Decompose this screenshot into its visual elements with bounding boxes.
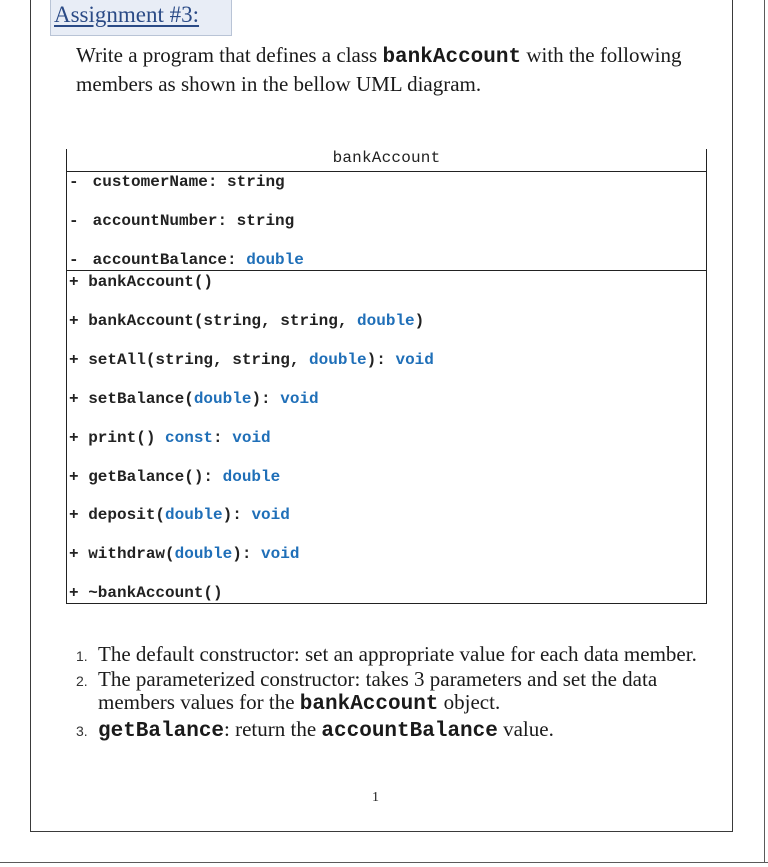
list-number: 3. bbox=[76, 723, 88, 739]
uml-attribute: - accountBalance: double bbox=[69, 251, 304, 269]
list-item: 2. The parameterized constructor: takes 3 parameters and set the data members values for the bankAccount object. bbox=[76, 667, 658, 716]
uml-method: + ~bankAccount() bbox=[69, 584, 223, 603]
uml-method: + withdraw(double): void bbox=[69, 545, 300, 564]
uml-attribute: - customerName: string bbox=[69, 173, 285, 191]
list-item: 1. The default constructor: set an appropriate value for each data member. bbox=[76, 642, 697, 666]
page-bottom-edge bbox=[0, 862, 768, 863]
uml-method: + setBalance(double): void bbox=[69, 389, 319, 408]
intro-text-2: with the following members as shown in the bellow UML diagram. bbox=[76, 43, 682, 96]
uml-method: + getBalance(): double bbox=[69, 467, 281, 486]
uml-method: + print() const: void bbox=[69, 428, 271, 447]
intro-text-1: Write a program that defines a class bbox=[76, 43, 383, 67]
uml-attribute: - accountNumber: string bbox=[69, 212, 295, 230]
uml-divider-attributes bbox=[67, 270, 706, 271]
uml-method: + deposit(double): void bbox=[69, 506, 290, 525]
list-number: 2. bbox=[76, 673, 88, 689]
uml-class-diagram bbox=[66, 147, 707, 604]
intro-class-name: bankAccount bbox=[382, 46, 522, 69]
assignment-heading: Assignment #3: bbox=[54, 2, 200, 27]
uml-method: + bankAccount() bbox=[69, 273, 214, 291]
uml-method: + bankAccount(string, string, double) bbox=[69, 311, 425, 330]
requirements-list bbox=[76, 643, 726, 745]
list-number: 1. bbox=[76, 648, 88, 664]
list-item: 3. getBalance: return the accountBalance value. bbox=[76, 717, 554, 743]
uml-class-name: bankAccount bbox=[332, 149, 441, 167]
intro-paragraph bbox=[76, 42, 731, 97]
page-right-edge bbox=[764, 0, 765, 862]
uml-method: + setAll(string, string, double): void bbox=[69, 350, 434, 369]
page-number: 1 bbox=[372, 790, 379, 805]
